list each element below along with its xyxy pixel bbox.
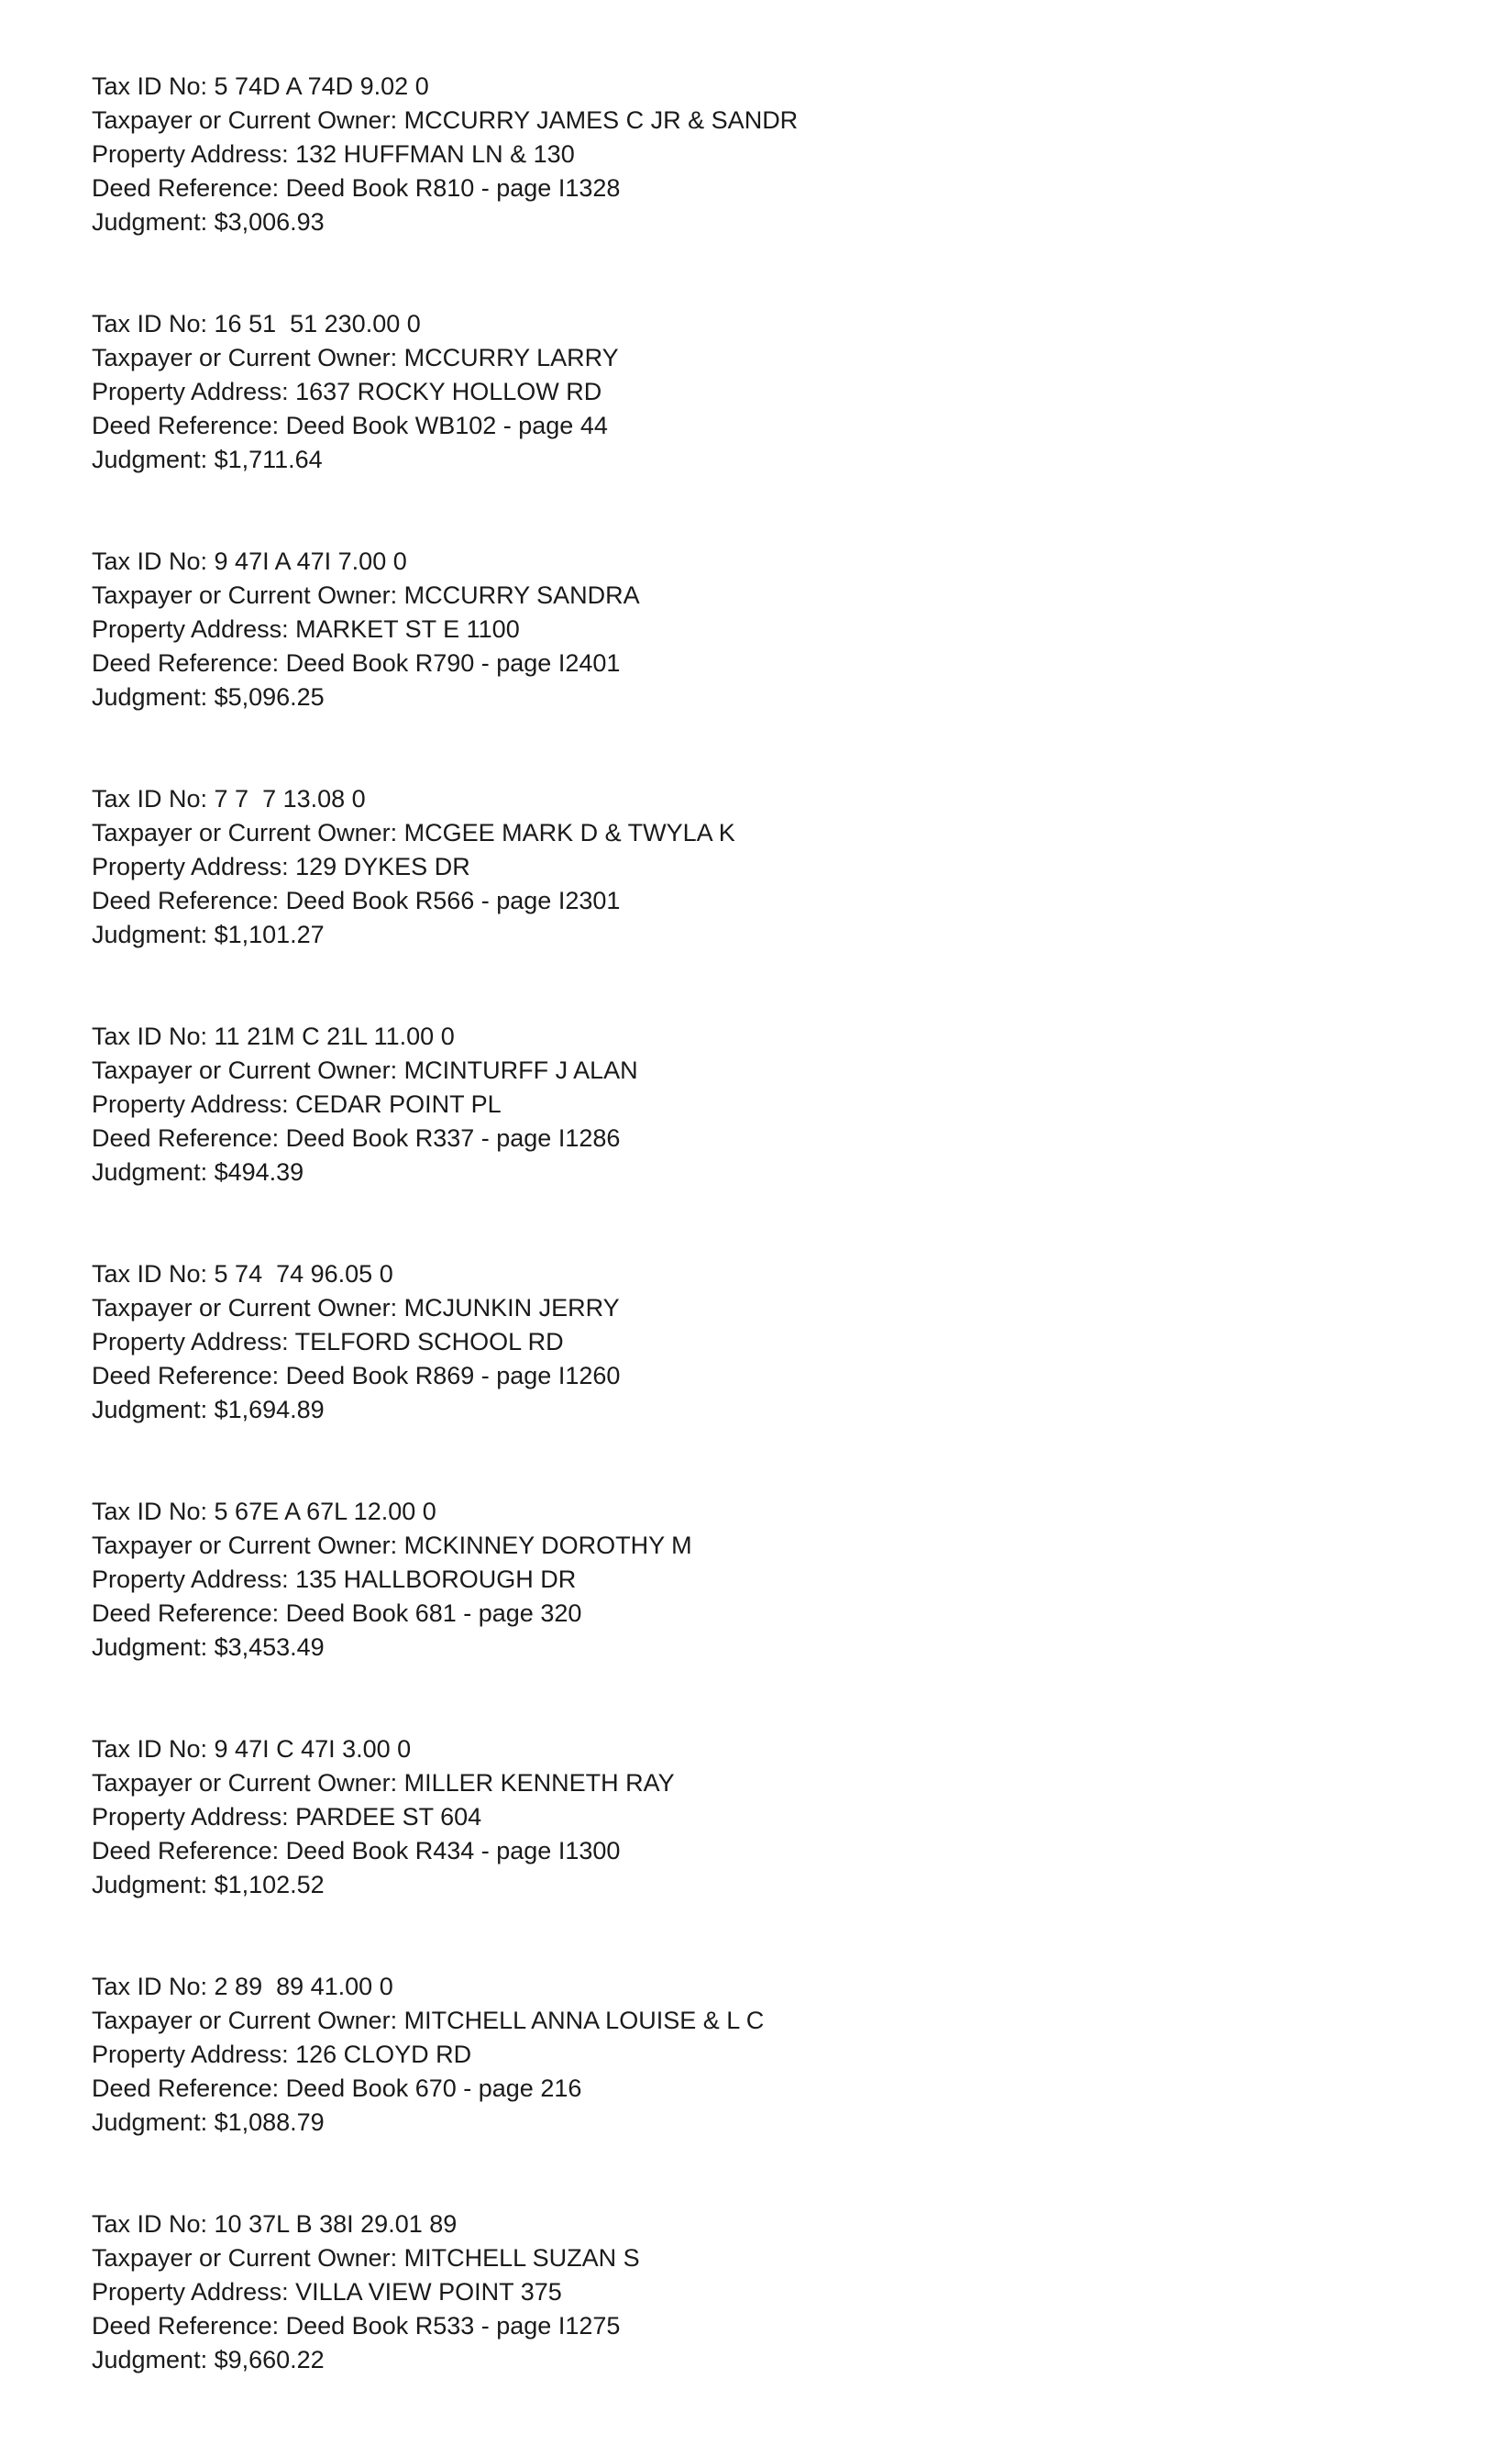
property-address: Property Address: VILLA VIEW POINT 375	[92, 2278, 562, 2306]
judgment: Judgment: $3,453.49	[92, 1633, 325, 1661]
record	[92, 1732, 1375, 1902]
records-list	[92, 70, 1375, 2445]
owner: Taxpayer or Current Owner: MCJUNKIN JERRY	[92, 1294, 620, 1322]
owner: Taxpayer or Current Owner: MCINTURFF J ALAN	[92, 1057, 638, 1084]
judgment: Judgment: $9,660.22	[92, 2346, 325, 2373]
deed-reference: Deed Reference: Deed Book R434 - page I1300	[92, 1837, 621, 1864]
record	[92, 70, 1375, 239]
owner: Taxpayer or Current Owner: MCCURRY JAMES C JR & SANDR	[92, 106, 799, 134]
deed-reference: Deed Reference: Deed Book R566 - page I2301	[92, 887, 621, 914]
tax-id: Tax ID No: 5 74 74 96.05 0	[92, 1260, 393, 1288]
deed-reference: Deed Reference: Deed Book R810 - page I1328	[92, 174, 621, 202]
tax-id: Tax ID No: 9 47I C 47I 3.00 0	[92, 1735, 412, 1763]
deed-reference: Deed Reference: Deed Book WB102 - page 44	[92, 412, 608, 439]
tax-id: Tax ID No: 7 7 7 13.08 0	[92, 785, 366, 813]
tax-id: Tax ID No: 9 47I A 47I 7.00 0	[92, 548, 407, 575]
judgment: Judgment: $1,088.79	[92, 2108, 325, 2136]
tax-id: Tax ID No: 5 74D A 74D 9.02 0	[92, 72, 429, 100]
record	[92, 1495, 1375, 1665]
property-address: Property Address: 129 DYKES DR	[92, 853, 470, 880]
tax-id: Tax ID No: 16 51 51 230.00 0	[92, 310, 421, 337]
deed-reference: Deed Reference: Deed Book 670 - page 216	[92, 2074, 582, 2102]
owner: Taxpayer or Current Owner: MILLER KENNETH RAY	[92, 1769, 675, 1797]
record	[92, 1970, 1375, 2140]
record	[92, 2207, 1375, 2377]
judgment: Judgment: $1,694.89	[92, 1396, 325, 1423]
record	[92, 782, 1375, 952]
property-address: Property Address: 1637 ROCKY HOLLOW RD	[92, 378, 602, 405]
judgment: Judgment: $1,711.64	[92, 446, 323, 473]
property-address: Property Address: 126 CLOYD RD	[92, 2041, 472, 2068]
record	[92, 307, 1375, 477]
deed-reference: Deed Reference: Deed Book 681 - page 320	[92, 1599, 582, 1627]
owner: Taxpayer or Current Owner: MCCURRY LARRY	[92, 344, 619, 371]
owner: Taxpayer or Current Owner: MITCHELL SUZAN S	[92, 2244, 640, 2272]
judgment: Judgment: $1,101.27	[92, 921, 325, 948]
tax-id: Tax ID No: 10 37L B 38I 29.01 89	[92, 2210, 458, 2238]
property-address: Property Address: CEDAR POINT PL	[92, 1090, 502, 1118]
judgment: Judgment: $5,096.25	[92, 683, 325, 711]
judgment: Judgment: $494.39	[92, 1158, 304, 1186]
property-address: Property Address: 132 HUFFMAN LN & 130	[92, 140, 575, 168]
record	[92, 1257, 1375, 1427]
deed-reference: Deed Reference: Deed Book R337 - page I1286	[92, 1124, 621, 1152]
owner: Taxpayer or Current Owner: MCKINNEY DOROTHY M	[92, 1532, 692, 1559]
tax-id: Tax ID No: 11 21M C 21L 11.00 0	[92, 1023, 455, 1050]
deed-reference: Deed Reference: Deed Book R869 - page I1260	[92, 1362, 621, 1389]
record	[92, 545, 1375, 714]
owner: Taxpayer or Current Owner: MCGEE MARK D & TWYLA K	[92, 819, 735, 846]
owner: Taxpayer or Current Owner: MITCHELL ANNA LOUISE & L C	[92, 2007, 765, 2034]
record	[92, 1020, 1375, 1189]
property-address: Property Address: 135 HALLBOROUGH DR	[92, 1565, 577, 1593]
property-address: Property Address: TELFORD SCHOOL RD	[92, 1328, 564, 1355]
owner: Taxpayer or Current Owner: MCCURRY SANDRA	[92, 581, 640, 609]
tax-id: Tax ID No: 2 89 89 41.00 0	[92, 1973, 393, 2000]
tax-id: Tax ID No: 5 67E A 67L 12.00 0	[92, 1498, 436, 1525]
deed-reference: Deed Reference: Deed Book R533 - page I1275	[92, 2312, 621, 2340]
deed-reference: Deed Reference: Deed Book R790 - page I2401	[92, 649, 621, 677]
property-address: Property Address: MARKET ST E 1100	[92, 615, 520, 643]
property-address: Property Address: PARDEE ST 604	[92, 1803, 482, 1831]
judgment: Judgment: $3,006.93	[92, 208, 325, 236]
judgment: Judgment: $1,102.52	[92, 1871, 325, 1898]
